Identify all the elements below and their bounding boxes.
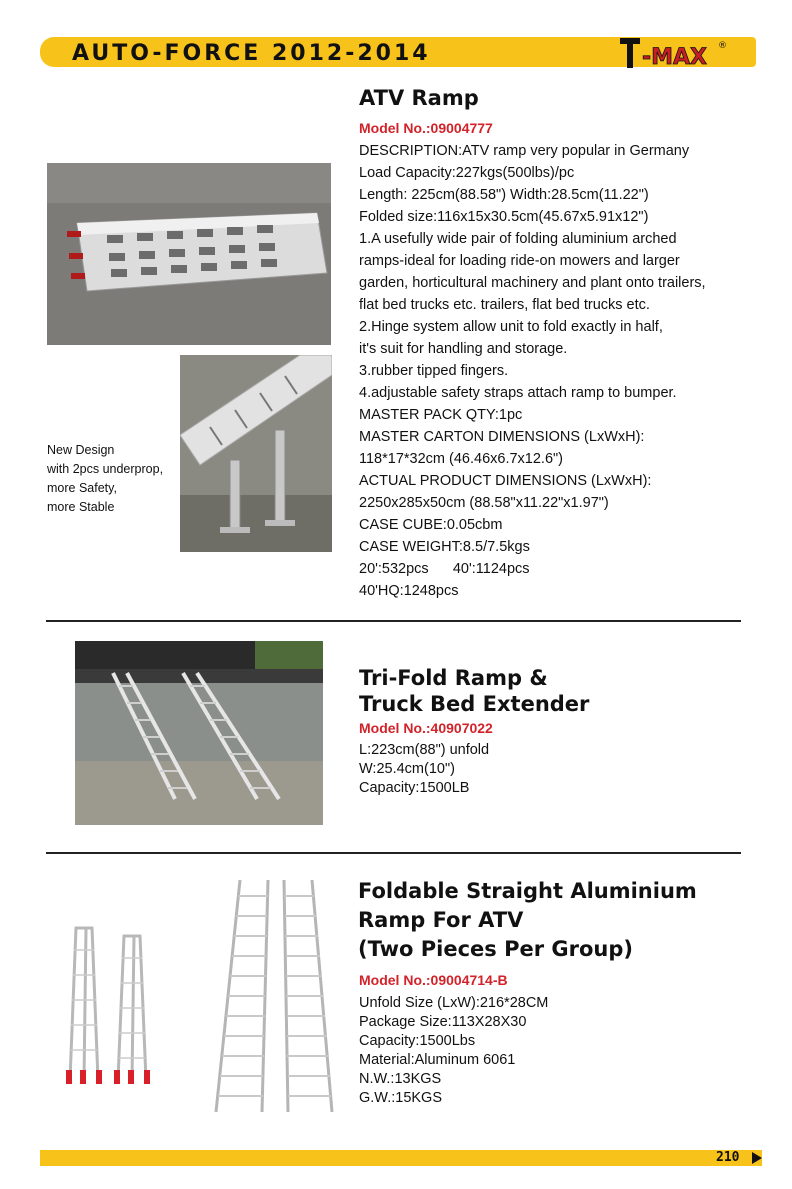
spec-line: 4.adjustable safety straps attach ramp to bumper. (359, 385, 677, 401)
spec-line: garden, horticultural machinery and plant onto trailers, (359, 275, 706, 291)
spec-line: 2.Hinge system allow unit to fold exactly in half, (359, 319, 663, 335)
spec-line: Capacity:1500Lbs (359, 1033, 476, 1049)
spec-line: Material:Aluminum 6061 (359, 1052, 516, 1068)
section-divider (46, 620, 741, 622)
spec-line: 3.rubber tipped fingers. (359, 363, 509, 379)
spec-line: ramps-ideal for loading ride-on mowers and larger (359, 253, 680, 269)
spec-line: Folded size:116x15x30.5cm(45.67x5.91x12") (359, 209, 649, 225)
spec-line: DESCRIPTION:ATV ramp very popular in Germany (359, 143, 690, 159)
product-1-title: ATV Ramp (359, 86, 479, 110)
product-3-specs (359, 994, 548, 1108)
product-2-model: Model No.:40907022 (359, 720, 493, 736)
underprop-photo (180, 355, 332, 552)
spec-line: Package Size:113X28X30 (359, 1014, 527, 1030)
product-2-title: Tri-Fold Ramp & Truck Bed Extender (359, 666, 590, 716)
spec-line: 2250x285x50cm (88.58"x11.22"x1.97") (359, 495, 609, 511)
spec-line: flat bed trucks etc. trailers, flat bed trucks etc. (359, 297, 650, 313)
tri-fold-ramp-photo (75, 641, 323, 825)
page-number: 210 (716, 1150, 740, 1165)
spec-line: Unfold Size (LxW):216*28CM (359, 995, 549, 1011)
svg-text:®: ® (718, 41, 727, 51)
next-arrow-icon (752, 1152, 762, 1164)
straight-ramps-photo (210, 876, 338, 1116)
spec-line: 20':532pcs 40':1124pcs (359, 561, 530, 577)
tmax-logo (618, 36, 728, 70)
catalog-title: AUTO-FORCE 2012-2014 (72, 41, 431, 66)
spec-line: ACTUAL PRODUCT DIMENSIONS (LxWxH): (359, 473, 652, 489)
spec-line: L:223cm(88") unfold (359, 742, 490, 758)
product-3-model: Model No.:09004714-B (359, 972, 508, 988)
spec-line: G.W.:15KGS (359, 1090, 442, 1106)
spec-line: W:25.4cm(10") (359, 761, 455, 777)
spec-line: CASE CUBE:0.05cbm (359, 517, 503, 533)
product-1-model: Model No.:09004777 (359, 120, 493, 136)
section-divider (46, 852, 741, 854)
folded-ramps-photo (62, 920, 167, 1092)
spec-line: it's suit for handling and storage. (359, 341, 568, 357)
spec-line: N.W.:13KGS (359, 1071, 442, 1087)
spec-line: MASTER CARTON DIMENSIONS (LxWxH): (359, 429, 645, 445)
product-1-specs (359, 140, 706, 602)
footer-bar (40, 1150, 712, 1166)
spec-line: 1.A usefully wide pair of folding aluminium arched (359, 231, 677, 247)
spec-line: 118*17*32cm (46.46x6.7x12.6") (359, 451, 563, 467)
spec-line: Length: 225cm(88.58") Width:28.5cm(11.22") (359, 187, 649, 203)
spec-line: CASE WEIGHT:8.5/7.5kgs (359, 539, 530, 555)
spec-line: MASTER PACK QTY:1pc (359, 407, 523, 423)
product-3-title: Foldable Straight Aluminium Ramp For ATV (Two Pieces Per Group) (358, 879, 697, 961)
atv-ramp-photo (47, 163, 331, 345)
new-design-caption: New Design with 2pcs underprop, more Safety, more Stable (47, 443, 164, 514)
spec-line: 40'HQ:1248pcs (359, 583, 459, 599)
product-2-specs (359, 741, 489, 798)
spec-line: Load Capacity:227kgs(500lbs)/pc (359, 165, 575, 181)
svg-text:-MAX: -MAX (642, 45, 708, 70)
spec-line: Capacity:1500LB (359, 780, 470, 796)
